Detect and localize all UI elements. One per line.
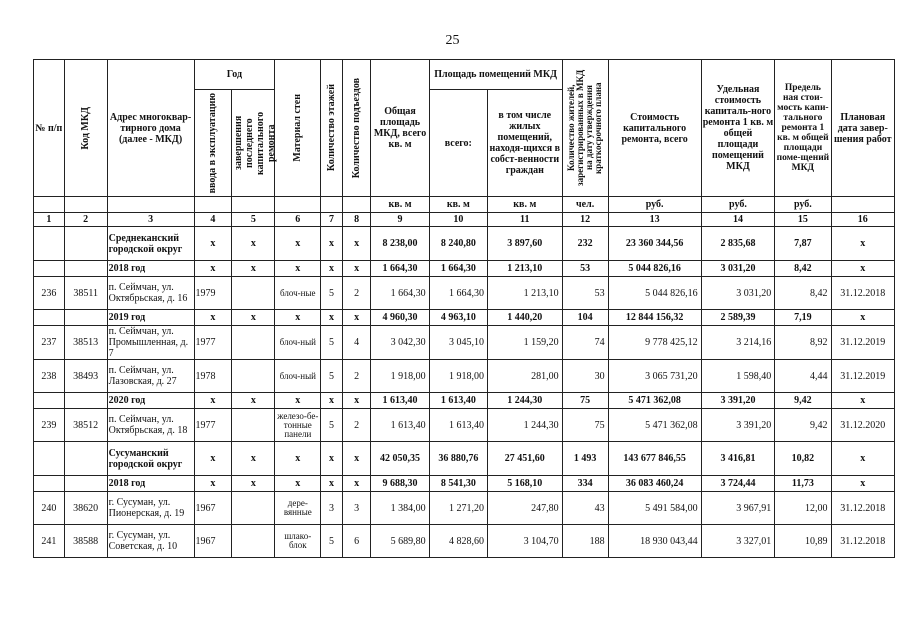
table-cell: 18 930 043,44 [608,525,701,558]
table-cell: 1967 [194,492,232,525]
table-cell: 1 613,40 [429,409,487,442]
table-cell: 238 [34,360,65,393]
table-cell: 8,92 [775,326,831,360]
table-cell: 36 083 460,24 [608,476,701,492]
table-cell: 38620 [64,492,107,525]
table-cell: г. Сусуман, ул. Пионерская, д. 19 [107,492,194,525]
table-cell: 30 [562,360,608,393]
table-cell: х [275,393,321,409]
unit-cell: кв. м [487,197,562,213]
col-number: 6 [275,213,321,227]
table-cell: 7,19 [775,310,831,326]
header-num: № п/п [34,60,65,197]
table-cell [232,409,275,442]
table-cell: х [232,393,275,409]
table-cell: х [321,227,342,261]
col-number: 15 [775,213,831,227]
col-number: 3 [107,213,194,227]
table-cell: 2 [342,277,371,310]
table-cell: х [342,227,371,261]
table-cell: 1 493 [562,442,608,476]
table-row [34,525,895,558]
table-cell [232,525,275,558]
table-cell: 5 471 362,08 [608,409,701,442]
table-cell: 1 213,10 [487,277,562,310]
table-cell: Сусуманский городской округ [107,442,194,476]
table-cell: 74 [562,326,608,360]
table-cell: 3 045,10 [429,326,487,360]
unit-cell: чел. [562,197,608,213]
table-cell: 23 360 344,56 [608,227,701,261]
table-cell: х [275,261,321,277]
table-cell: 1977 [194,409,232,442]
year-total-row [34,476,895,492]
table-cell: 5 [321,277,342,310]
header-total-area: Общая площадь МКД, всего кв. м [371,60,429,197]
col-number: 13 [608,213,701,227]
table-cell: 31.12.2020 [831,409,895,442]
table-cell: 2 [342,360,371,393]
table-cell: 31.12.2018 [831,277,895,310]
col-number: 11 [487,213,562,227]
header-floors: Количество этажей [321,60,342,197]
table-cell: 1 244,30 [487,409,562,442]
table-cell: п. Сеймчан, ул. Октябрьская, д. 16 [107,277,194,310]
table-cell: 2020 год [107,393,194,409]
unit-cell: руб. [701,197,775,213]
table-cell [232,326,275,360]
table-cell: 240 [34,492,65,525]
table-cell: 8 240,80 [429,227,487,261]
table-cell: 31.12.2019 [831,360,895,393]
header-residents: Количество жителей, зарегистрированных в МКД на дату утверждения краткосрочного плана [562,60,608,197]
table-cell: 5 168,10 [487,476,562,492]
table-cell [232,360,275,393]
table-cell: х [232,261,275,277]
year-total-row [34,310,895,326]
header-wall: Материал стен [275,60,321,197]
col-number: 16 [831,213,895,227]
table-cell: 239 [34,409,65,442]
table-cell: 1 918,00 [371,360,429,393]
table-cell: г. Сусуман, ул. Советская, д. 10 [107,525,194,558]
table-cell: 5 [321,326,342,360]
table-cell: 3 [342,492,371,525]
col-number: 7 [321,213,342,227]
table-cell [34,476,65,492]
table-cell: 1 613,40 [371,393,429,409]
table-cell: 1 613,40 [371,409,429,442]
table-row [34,409,895,442]
col-number: 4 [194,213,232,227]
table-row [34,492,895,525]
table-cell [34,227,65,261]
unit-cell: руб. [608,197,701,213]
col-number: 8 [342,213,371,227]
table-cell: 5 689,80 [371,525,429,558]
table-cell [64,261,107,277]
repair-plan-table [33,59,895,558]
table-cell: 3 031,20 [701,261,775,277]
table-cell: 143 677 846,55 [608,442,701,476]
table-cell [232,492,275,525]
header-entrances: Количество подъездов [342,60,371,197]
table-cell: 3 897,60 [487,227,562,261]
table-cell: х [831,310,895,326]
table-cell: 3 031,20 [701,277,775,310]
table-cell: 334 [562,476,608,492]
col-number: 9 [371,213,429,227]
table-cell: 42 050,35 [371,442,429,476]
table-cell: 2018 год [107,261,194,277]
table-cell [64,310,107,326]
table-cell: 9 688,30 [371,476,429,492]
table-cell: 2018 год [107,476,194,492]
table-cell: х [342,261,371,277]
table-cell: блоч-ный [275,326,321,360]
column-numbers-row [34,213,895,227]
table-cell: х [275,310,321,326]
table-row [34,277,895,310]
table-cell: х [342,310,371,326]
table-cell: 3 327,01 [701,525,775,558]
table-cell: 241 [34,525,65,558]
table-cell: 8,42 [775,261,831,277]
table-cell: 38588 [64,525,107,558]
table-cell: п. Сеймчан, ул. Октябрьская, д. 18 [107,409,194,442]
col-number: 10 [429,213,487,227]
table-cell: 5 044 826,16 [608,277,701,310]
table-cell: 9 778 425,12 [608,326,701,360]
table-cell: п. Сеймчан, ул. Лазовская, д. 27 [107,360,194,393]
table-cell: 2 589,39 [701,310,775,326]
table-cell: 8 238,00 [371,227,429,261]
table-cell: 5 491 584,00 [608,492,701,525]
table-cell: 1967 [194,525,232,558]
table-cell: 75 [562,393,608,409]
table-cell: 3 724,44 [701,476,775,492]
table-cell: 31.12.2018 [831,492,895,525]
units-row [34,197,895,213]
table-cell: х [321,261,342,277]
table-cell: 3 391,20 [701,409,775,442]
table-cell: х [275,227,321,261]
page-number: 25 [445,33,460,48]
table-cell: 3 042,30 [371,326,429,360]
table-cell: 31.12.2019 [831,326,895,360]
table-cell: 12,00 [775,492,831,525]
table-cell: 232 [562,227,608,261]
table-cell: 2 835,68 [701,227,775,261]
table-cell: х [194,393,232,409]
table-cell: 1 384,00 [371,492,429,525]
table-cell: х [275,476,321,492]
unit-cell: кв. м [429,197,487,213]
table-cell: п. Сеймчан, ул. Промышленная, д. 7 [107,326,194,360]
header-area-group: Площадь помещений МКД [429,60,562,90]
table-cell: 1 440,20 [487,310,562,326]
table-cell: 11,73 [775,476,831,492]
table-cell: 8,42 [775,277,831,310]
table-cell: 1 271,20 [429,492,487,525]
table-cell: 237 [34,326,65,360]
table-cell: дере-вянные [275,492,321,525]
table-cell: 5 [321,360,342,393]
table-cell: 1978 [194,360,232,393]
table-cell: 1 918,00 [429,360,487,393]
table-cell: х [232,310,275,326]
header-year-commission: ввода в эксплуатацию [194,90,232,197]
col-number: 1 [34,213,65,227]
table-cell: 2019 год [107,310,194,326]
table-cell: шлако-блок [275,525,321,558]
table-body [34,227,895,558]
table-cell [64,476,107,492]
table-cell: х [831,393,895,409]
table-cell: 4 960,30 [371,310,429,326]
table-cell: х [232,442,275,476]
table-cell: х [831,476,895,492]
table-cell: х [232,476,275,492]
table-cell: х [194,476,232,492]
table-cell: 2 [342,409,371,442]
table-cell: блоч-ный [275,360,321,393]
table-cell: 1 213,10 [487,261,562,277]
table-cell: 53 [562,277,608,310]
header-cost: Стоимость капитального ремонта, всего [608,60,701,197]
table-cell: 1977 [194,326,232,360]
table-cell: 3 416,81 [701,442,775,476]
table-cell: 1 244,30 [487,393,562,409]
table-row [34,360,895,393]
header-area-all: всего: [429,90,487,197]
table-cell: 27 451,60 [487,442,562,476]
table-cell: х [232,227,275,261]
table-cell: 1 664,30 [429,277,487,310]
table-cell [34,261,65,277]
table-cell: 38513 [64,326,107,360]
table-cell: 3 [321,492,342,525]
table-cell [64,442,107,476]
table-cell [34,393,65,409]
header-planned-date: Плановая дата завер-шения работ [831,60,895,197]
col-number: 12 [562,213,608,227]
table-cell: х [275,442,321,476]
table-cell: 4 828,60 [429,525,487,558]
table-cell: х [194,310,232,326]
table-cell: 4,44 [775,360,831,393]
header-year-repair: завершения последнего капитального ремонта [232,90,275,197]
table-cell: 10,89 [775,525,831,558]
table-cell: 1 159,20 [487,326,562,360]
table-cell: 8 541,30 [429,476,487,492]
table-cell [232,277,275,310]
table-cell: 43 [562,492,608,525]
table-cell: Среднеканский городской округ [107,227,194,261]
table-cell: 281,00 [487,360,562,393]
header-code: Код МКД [64,60,107,197]
table-cell: 1 664,30 [371,261,429,277]
table-cell: х [342,393,371,409]
year-total-row [34,393,895,409]
table-cell: 3 967,91 [701,492,775,525]
table-cell: 247,80 [487,492,562,525]
table-cell: х [321,393,342,409]
table-cell: х [342,442,371,476]
table-row [34,326,895,360]
table-cell: 36 880,76 [429,442,487,476]
table-cell: х [831,261,895,277]
table-cell: х [321,310,342,326]
table-cell: железо-бе-тонные панели [275,409,321,442]
table-cell: 188 [562,525,608,558]
table-cell: 31.12.2018 [831,525,895,558]
table-cell [34,310,65,326]
table-cell: х [194,227,232,261]
table-cell: 1 598,40 [701,360,775,393]
table-cell: 3 065 731,20 [608,360,701,393]
table-cell: 38511 [64,277,107,310]
table-cell: 9,42 [775,393,831,409]
unit-cell: руб. [775,197,831,213]
unit-cell: кв. м [371,197,429,213]
table-cell: 38493 [64,360,107,393]
col-number: 2 [64,213,107,227]
header-limit-cost: Предель ная стои-мость капи-тального ремонта 1 кв. м общей площади поме-щений МКД [775,60,831,197]
table-cell: х [831,227,895,261]
table-cell: 3 391,20 [701,393,775,409]
table-cell: х [321,442,342,476]
table-cell: 5 044 826,16 [608,261,701,277]
table-cell: 7,87 [775,227,831,261]
district-total-row [34,442,895,476]
table-cell: 104 [562,310,608,326]
table-cell: 53 [562,261,608,277]
table-cell: 3 214,16 [701,326,775,360]
table-cell [64,393,107,409]
table-cell: 236 [34,277,65,310]
table-cell: х [342,476,371,492]
table-cell: 9,42 [775,409,831,442]
table-cell [34,442,65,476]
table-cell: 4 963,10 [429,310,487,326]
table-cell: х [831,442,895,476]
table-cell: 5 471 362,08 [608,393,701,409]
table-cell: 1 613,40 [429,393,487,409]
table-cell: х [194,261,232,277]
district-total-row [34,227,895,261]
header-area-residential: в том числе жилых помещений, находя-щихся в собст-венности граждан [487,90,562,197]
header-year-group: Год [194,60,275,90]
table-cell: 1 664,30 [429,261,487,277]
table-cell: блоч-ные [275,277,321,310]
table-cell: х [194,442,232,476]
col-number: 5 [232,213,275,227]
table-cell [64,227,107,261]
table-cell: 5 [321,525,342,558]
table-cell: 12 844 156,32 [608,310,701,326]
table-cell: 3 104,70 [487,525,562,558]
header-address: Адрес многоквар-тирного дома (далее - МКД) [107,60,194,197]
year-total-row [34,261,895,277]
table-cell: 1 664,30 [371,277,429,310]
table-cell: 6 [342,525,371,558]
table-cell: 5 [321,409,342,442]
table-cell: х [321,476,342,492]
col-number: 14 [701,213,775,227]
table-cell: 38512 [64,409,107,442]
table-cell: 75 [562,409,608,442]
header-unit-cost: Удельная стоимость капиталь-ного ремонта 1 кв. м общей площади помещений МКД [701,60,775,197]
table-cell: 1979 [194,277,232,310]
table-cell: 4 [342,326,371,360]
table-cell: 10,82 [775,442,831,476]
